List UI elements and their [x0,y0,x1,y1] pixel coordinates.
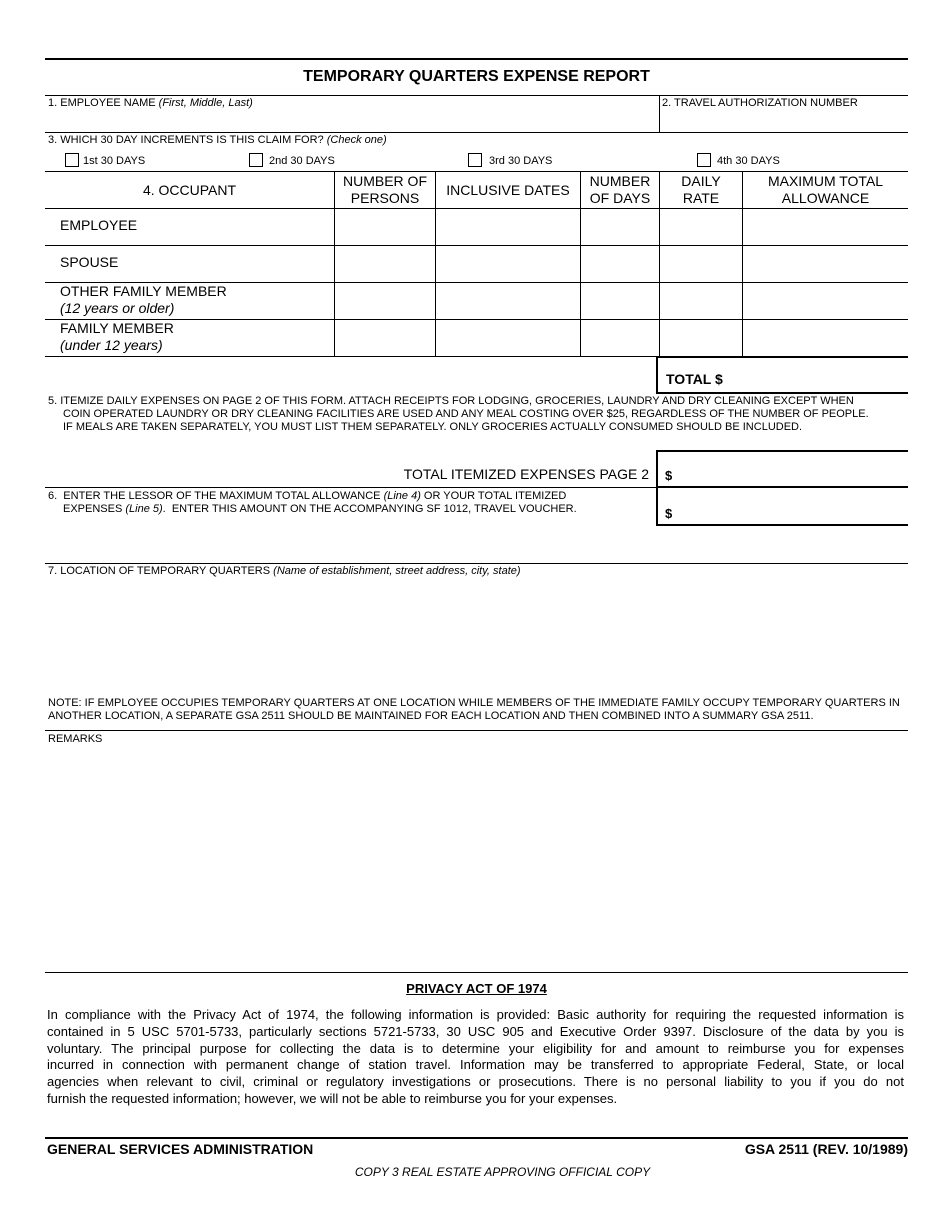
item6-top-rule [45,487,656,488]
item6-currency: $ [665,506,673,521]
option-3rd-30-days-label: 3rd 30 DAYS [489,155,553,167]
spouse-dates-cell[interactable] [437,247,579,281]
increment-question: 3. WHICH 30 DAY INCREMENTS IS THIS CLAIM FOR? (Check one) [48,134,387,146]
table-row-rule [45,245,908,246]
travel-authorization-field[interactable] [662,110,906,131]
spouse-allowance-cell[interactable] [744,247,907,281]
other-member-allowance-cell[interactable] [744,284,907,318]
other-member-persons-cell[interactable] [336,284,434,318]
travel-authorization-label: 2. TRAVEL AUTHORIZATION NUMBER [662,97,858,109]
form-title: TEMPORARY QUARTERS EXPENSE REPORT [303,68,650,85]
top-rule [45,58,908,60]
option-1st-30-days-label: 1st 30 DAYS [83,155,146,167]
occupant-header: 4. OCCUPANT [142,181,237,198]
privacy-top-rule [45,972,908,973]
option-4th-30-days-label: 4th 30 DAYS [717,155,780,167]
table-total-field[interactable] [730,360,905,390]
other-member-days-cell[interactable] [582,284,658,318]
number-of-days-header: NUMBER OF DAYS [589,173,651,206]
privacy-text [47,1007,904,1108]
item5-line1: 5. ITEMIZE DAILY EXPENSES ON PAGE 2 OF THIS FORM. ATTACH RECEIPTS FOR LODGING, GROCERIES, LAUNDRY AND DRY CLEANING EXCEPT WHEN [48,395,854,407]
spouse-days-cell[interactable] [582,247,658,281]
location-field[interactable] [46,580,906,690]
note-line1: NOTE: IF EMPLOYEE OCCUPIES TEMPORARY QUARTERS AT ONE LOCATION WHILE MEMBERS OF THE IMMEDIATE FAMILY OCCUPY TEMPORARY QUARTERS IN [48,697,900,709]
table-total-label: TOTAL $ [666,371,723,387]
occupant-row-spouse: SPOUSE [60,254,119,270]
checkbox-3rd-30-days[interactable] [468,153,482,167]
child-allowance-cell[interactable] [744,321,907,355]
remarks-label: REMARKS [48,733,103,745]
other-member-rate-cell[interactable] [661,284,741,318]
privacy-title: PRIVACY ACT OF 1974 [406,981,547,996]
inclusive-dates-header: INCLUSIVE DATES [446,181,570,198]
checkbox-2nd-30-days[interactable] [249,153,263,167]
child-dates-cell[interactable] [437,321,579,355]
total-itemized-field[interactable] [680,454,905,484]
footer-rule [45,1137,908,1139]
total-itemized-currency: $ [665,468,673,483]
privacy-line: voluntary. The principal purpose for collecting the data is to determine your eligibility for and amount to reimburse you for expenses [47,1040,904,1056]
checkbox-1st-30-days[interactable] [65,153,79,167]
child-rate-cell[interactable] [661,321,741,355]
maximum-total-allowance-header: MAXIMUM TOTAL ALLOWANCE [767,173,884,206]
item5-line3: IF MEALS ARE TAKEN SEPARATELY, YOU MUST LIST THEM SEPARATELY. ONLY GROCERIES ACTUALLY CONSUMED SHOULD BE INCLUDED. [63,421,803,433]
table-row-rule [45,319,908,320]
number-of-persons-header: NUMBER OF PERSONS [343,173,427,206]
child-persons-cell[interactable] [336,321,434,355]
occupant-row-other-family-member: OTHER FAMILY MEMBER (12 years or older) [60,283,227,316]
table-header-rule [45,208,908,209]
employee-dates-cell[interactable] [437,210,579,244]
employee-rate-cell[interactable] [661,210,741,244]
item6-line1: 6. ENTER THE LESSOR OF THE MAXIMUM TOTAL ALLOWANCE (Line 4) OR YOUR TOTAL ITEMIZED [48,490,567,502]
employee-name-label: 1. EMPLOYEE NAME (First, Middle, Last) [48,97,253,109]
item1-bottom-rule [45,132,908,133]
employee-days-cell[interactable] [582,210,658,244]
privacy-line: incurred in connection with permanent change of station travel. Information may be transferred to appropriate Federal, State, or local [47,1057,904,1073]
other-member-dates-cell[interactable] [437,284,579,318]
form-number: GSA 2511 (REV. 10/1989) [744,1141,908,1157]
option-2nd-30-days-label: 2nd 30 DAYS [269,155,335,167]
remarks-field[interactable] [46,748,906,968]
daily-rate-header: DAILY RATE [681,173,721,206]
privacy-line: furnish the requested information; however, we will not be able to reimburse you for your expenses. [47,1090,618,1106]
employee-name-field[interactable] [46,110,656,131]
title-rule [45,95,908,96]
agency-name: GENERAL SERVICES ADMINISTRATION [47,1141,314,1157]
privacy-line: contained in 5 USC 5701-5733, particularly sections 5721-5733, 30 USC 905 and Executive Order 9397. Disclosure of the data by you is [47,1023,904,1039]
item6-amount-field[interactable] [680,490,905,522]
copy-note: COPY 3 REAL ESTATE APPROVING OFFICIAL COPY [354,1165,651,1179]
note-line2: ANOTHER LOCATION, A SEPARATE GSA 2511 SHOULD BE MAINTAINED FOR EACH LOCATION AND THEN COMBINED INTO A SUMMARY GSA 2511. [48,710,814,722]
location-label: 7. LOCATION OF TEMPORARY QUARTERS (Name of establishment, street address, city, state) [48,565,521,577]
item5-line2: COIN OPERATED LAUNDRY OR DRY CLEANING FACILITIES ARE USED AND ANY MEAL COSTING OVER $25, REGARDLESS OF THE NUMBER OF PEOPLE. [63,408,869,420]
employee-allowance-cell[interactable] [744,210,907,244]
employee-persons-cell[interactable] [336,210,434,244]
spouse-rate-cell[interactable] [661,247,741,281]
item1-item2-divider [659,95,660,132]
occupant-row-employee: EMPLOYEE [60,217,138,233]
spouse-persons-cell[interactable] [336,247,434,281]
item6-line2: EXPENSES (Line 5). ENTER THIS AMOUNT ON THE ACCOMPANYING SF 1012, TRAVEL VOUCHER. [63,503,577,515]
item7-top-rule [45,563,908,564]
checkbox-4th-30-days[interactable] [697,153,711,167]
remarks-top-rule [45,730,908,731]
privacy-line: agencies when relevant to civil, criminal or regulatory investigations or prosecutions. There is no personal liability to you if you do not [47,1074,904,1090]
total-itemized-label: TOTAL ITEMIZED EXPENSES PAGE 2 [403,466,649,482]
privacy-line: In compliance with the Privacy Act of 1974, the following information is provided: Basic authority for requiring the requested information is [47,1007,904,1022]
occupant-row-family-member: FAMILY MEMBER (under 12 years) [60,320,174,353]
child-days-cell[interactable] [582,321,658,355]
